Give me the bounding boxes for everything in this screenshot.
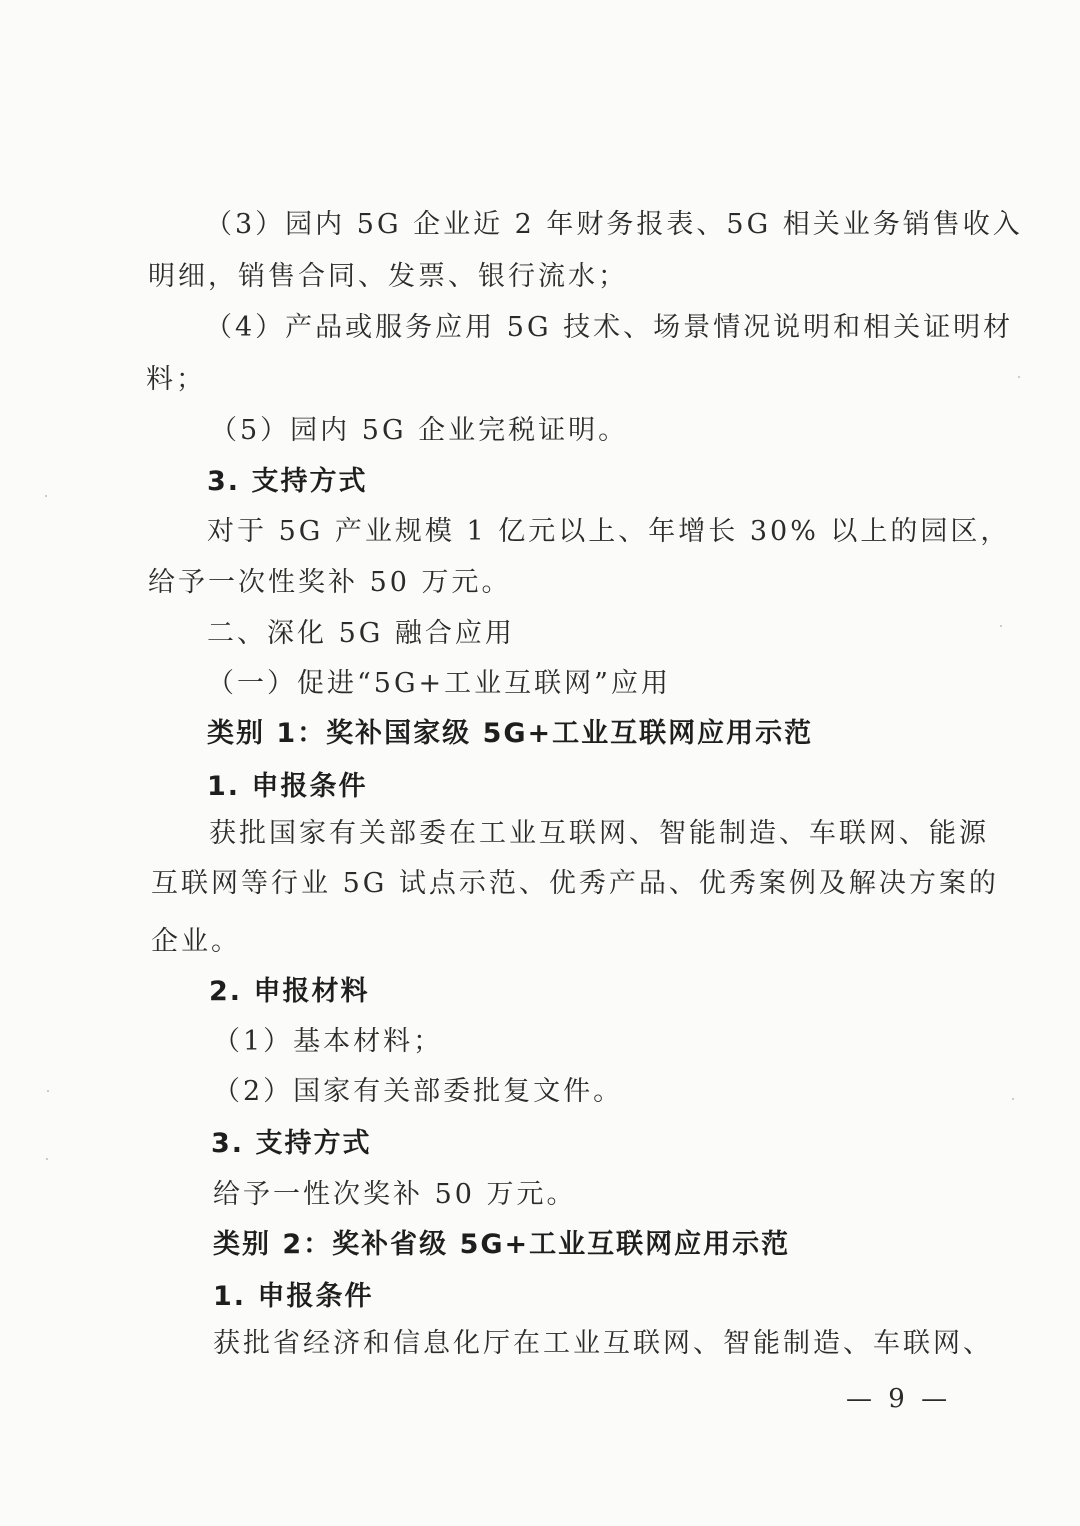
- section-heading-2: 二、深化 5G 融合应用: [207, 618, 515, 649]
- heading-support-method-1: 3. 支持方式: [207, 466, 368, 497]
- text-line-15: 企业。: [151, 926, 241, 957]
- text-line-1: （3）园内 5G 企业近 2 年财务报表、5G 相关业务销售收入: [205, 209, 1023, 240]
- text-line-7: 对于 5G 产业规模 1 亿元以上、年增长 30% 以上的园区，: [207, 516, 1011, 547]
- scan-speck: [45, 495, 47, 497]
- heading-support-method-2: 3. 支持方式: [211, 1128, 372, 1159]
- text-line-23: 获批省经济和信息化厅在工业互联网、智能制造、车联网、: [213, 1328, 993, 1359]
- text-line-2: 明细，销售合同、发票、银行流水；: [148, 261, 628, 292]
- scan-speck: [1000, 625, 1002, 627]
- text-line-18: （2）国家有关部委批复文件。: [213, 1076, 624, 1107]
- text-line-3: （4）产品或服务应用 5G 技术、场景情况说明和相关证明材: [205, 312, 1014, 343]
- text-line-13: 获批国家有关部委在工业互联网、智能制造、车联网、能源: [209, 818, 989, 849]
- text-line-14: 互联网等行业 5G 试点示范、优秀产品、优秀案例及解决方案的: [151, 868, 999, 899]
- subsection-heading-1: （一）促进“5G+工业互联网”应用: [207, 668, 671, 699]
- text-line-5: （5）园内 5G 企业完税证明。: [210, 415, 629, 446]
- heading-conditions-2: 1. 申报条件: [213, 1281, 374, 1312]
- category-2-heading: 类别 2：奖补省级 5G+工业互联网应用示范: [213, 1229, 791, 1260]
- category-1-heading: 类别 1：奖补国家级 5G+工业互联网应用示范: [207, 718, 814, 749]
- scan-speck: [1018, 376, 1020, 378]
- text-line-4: 料；: [146, 364, 206, 395]
- heading-conditions-1: 1. 申报条件: [207, 771, 368, 802]
- scan-speck: [47, 1090, 49, 1092]
- text-line-20: 给予一性次奖补 50 万元。: [213, 1179, 577, 1210]
- text-line-8: 给予一次性奖补 50 万元。: [148, 567, 512, 598]
- page-number: — 9 —: [846, 1384, 952, 1414]
- scan-speck: [1012, 1098, 1014, 1100]
- heading-materials: 2. 申报材料: [209, 976, 370, 1007]
- scan-speck: [46, 1158, 48, 1160]
- text-line-17: （1）基本材料；: [213, 1026, 444, 1057]
